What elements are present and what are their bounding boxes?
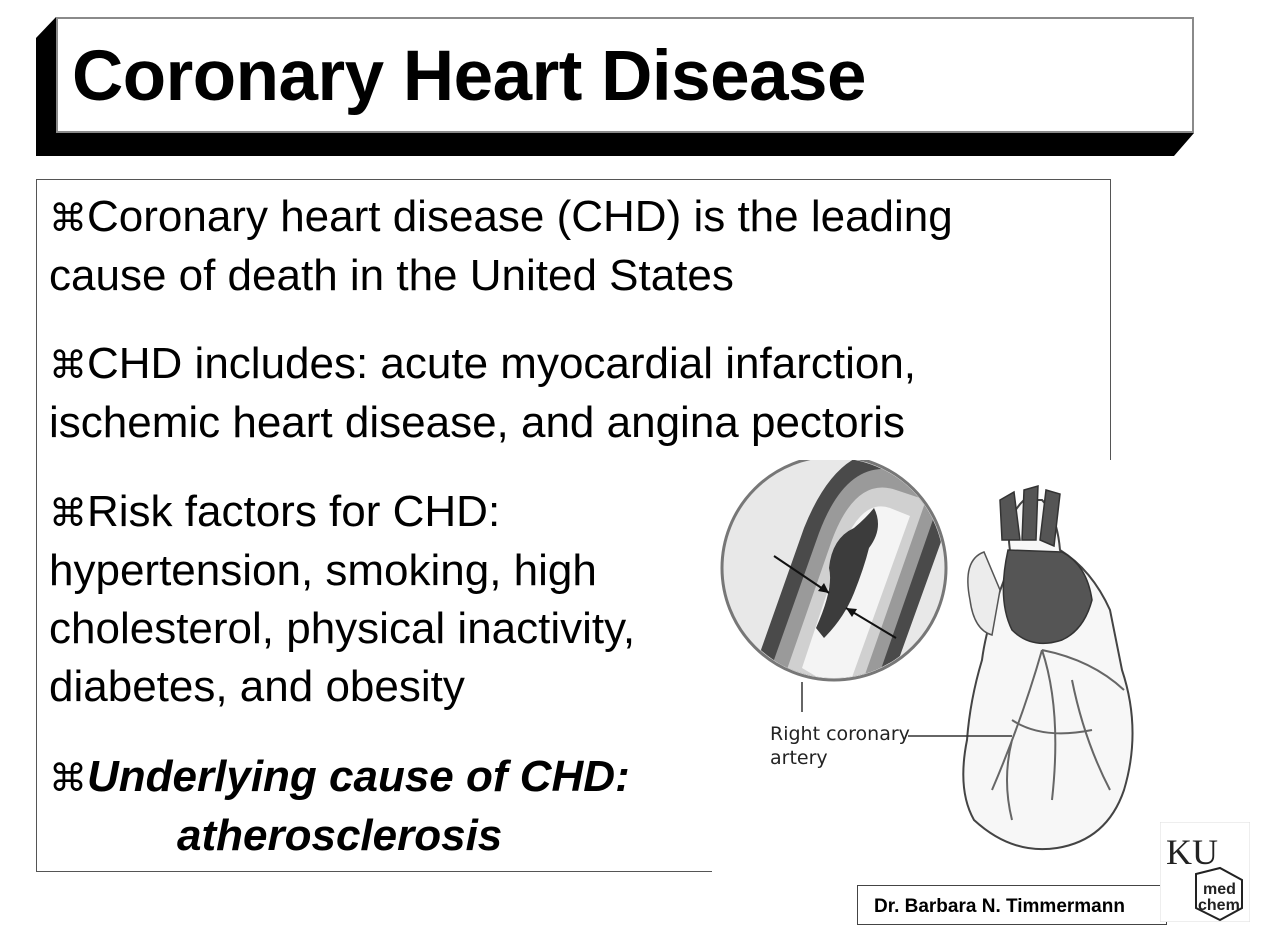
bullet-mark-icon: ⌘: [49, 756, 87, 800]
bullet-risk-factors: [49, 483, 635, 716]
author-box: [857, 885, 1167, 925]
bullet-chd-includes: [49, 335, 916, 452]
bullet-line: Underlying cause of CHD:: [87, 752, 630, 801]
ku-medchem-logo: [1160, 822, 1250, 922]
bullet-line: cause of death in the United States: [49, 251, 734, 300]
bullet-line: atherosclerosis: [177, 811, 503, 860]
svg-text:chem: chem: [1198, 897, 1240, 914]
bullet-mark-icon: ⌘: [49, 343, 87, 387]
bullet-underlying-cause: [49, 748, 630, 865]
right-coronary-artery-label: [770, 722, 910, 770]
label-line: artery: [770, 747, 828, 769]
svg-text:KU: KU: [1166, 832, 1218, 872]
bullet-line: cholesterol, physical inactivity,: [49, 604, 636, 653]
bullet-mark-icon: ⌘: [49, 491, 87, 535]
bullet-line: Risk factors for CHD:: [87, 487, 501, 536]
bullet-line: diabetes, and obesity: [49, 662, 465, 711]
bullet-line: CHD includes: acute myocardial infarction,: [87, 339, 917, 388]
bullet-leading-cause: [49, 188, 953, 305]
label-line: Right coronary: [770, 723, 910, 745]
bullet-line: hypertension, smoking, high: [49, 546, 597, 595]
bullet-line: ischemic heart disease, and angina pectoris: [49, 398, 906, 447]
title-bar: [56, 17, 1194, 133]
bullet-line: Coronary heart disease (CHD) is the leading: [87, 192, 953, 241]
svg-text:med: med: [1203, 881, 1236, 898]
author-name: Dr. Barbara N. Timmermann: [874, 896, 1125, 917]
page-title: Coronary Heart Disease: [72, 37, 867, 116]
bullet-mark-icon: ⌘: [49, 196, 87, 240]
heart-artery-illustration: [712, 460, 1152, 880]
